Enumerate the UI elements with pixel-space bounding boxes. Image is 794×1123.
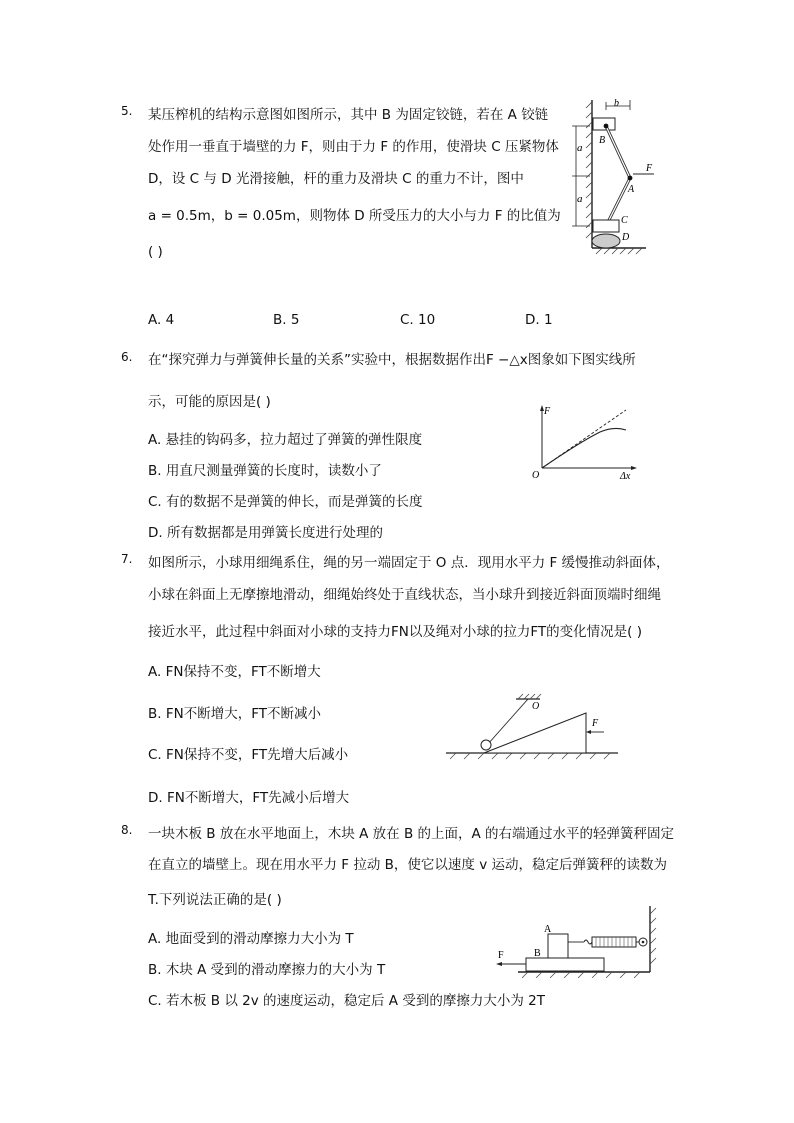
q8-line3: T.下列说法正确的是( ): [148, 892, 282, 908]
q8-fig-label-F: F: [498, 950, 504, 961]
q8-line2: 在直立的墙壁上。现在用水平力 F 拉动 B，使它以速度 v 运动，稳定后弹簧秤的读数为: [148, 857, 667, 873]
q7-option-c: C. FN保持不变，FT先增大后减小: [148, 747, 349, 763]
q8-option-c: C. 若木板 B 以 2v 的速度运动，稳定后 A 受到的摩擦力大小为 2T: [148, 993, 545, 1009]
q5-fig-label-a1: a: [577, 142, 583, 154]
q5-line1: 某压榨机的结构示意图如图所示，其中 B 为固定铰链，若在 A 铰链: [148, 107, 549, 123]
q8-option-a: A. 地面受到的滑动摩擦力大小为 T: [148, 931, 354, 947]
q5-option-b: B. 5: [273, 312, 300, 328]
q8-fig-label-A: A: [544, 924, 552, 935]
q6-fig-label-F: F: [544, 406, 551, 417]
q8-number: 8.: [121, 823, 133, 837]
q8-spring-scale-diagram: [492, 904, 660, 978]
q6-line1: 在“探究弹力与弹簧伸长量的关系”实验中，根据数据作出F −△x图象如下图实线所: [148, 352, 636, 368]
q6-number: 6.: [121, 350, 133, 364]
q6-fig-label-O: O: [532, 470, 540, 480]
q7-fig-label-O: O: [532, 701, 540, 712]
q7-line1: 如图所示，小球用细绳系住，绳的另一端固定于 O 点．现用水平力 F 缓慢推动斜面体，: [148, 555, 670, 571]
q7-option-a: A. FN保持不变，FT不断增大: [148, 664, 321, 680]
q7-option-d: D. FN不断增大，FT先减小后增大: [148, 790, 350, 806]
q6-option-c: C. 有的数据不是弹簧的伸长，而是弹簧的长度: [148, 494, 423, 510]
q7-line2: 小球在斜面上无摩擦地滑动，细绳始终处于直线状态，当小球升到接近斜面顶端时细绳: [148, 587, 661, 603]
q5-option-a: A. 4: [148, 312, 175, 328]
q5-option-d: D. 1: [525, 312, 553, 328]
q5-press-diagram: [566, 96, 666, 258]
q5-number: 5.: [121, 104, 133, 118]
q5-fig-label-b: b: [614, 98, 619, 109]
q5-fig-label-B: B: [599, 135, 606, 146]
q6-option-b: B. 用直尺测量弹簧的长度时，读数小了: [148, 463, 382, 479]
q5-line3: D，设 C 与 D 光滑接触，杆的重力及滑块 C 的重力不计，图中: [148, 171, 524, 187]
q6-option-d: D. 所有数据都是用弹簧长度进行处理的: [148, 525, 383, 541]
q6-line2: 示，可能的原因是( ): [148, 394, 271, 410]
q5-line5: ( ): [148, 244, 163, 260]
q8-option-b: B. 木块 A 受到的滑动摩擦力的大小为 T: [148, 962, 386, 978]
q7-fig-label-F: F: [592, 718, 599, 729]
q6-option-a: A. 悬挂的钩码多，拉力超过了弹簧的弹性限度: [148, 432, 423, 448]
q7-incline-diagram: [444, 693, 620, 761]
q5-fig-label-D: D: [622, 232, 630, 243]
q8-fig-label-B: B: [534, 948, 541, 959]
q8-line1: 一块木板 B 放在水平地面上，木块 A 放在 B 的上面，A 的右端通过水平的轻弹簧秤固定: [148, 826, 675, 842]
q6-f-dx-graph: [528, 402, 640, 480]
q5-fig-label-a2: a: [577, 193, 583, 205]
q6-fig-label-dx: Δx: [620, 471, 631, 480]
q7-option-b: B. FN不断增大，FT不断减小: [148, 706, 321, 722]
q7-number: 7.: [121, 552, 133, 566]
q5-option-c: C. 10: [400, 312, 436, 328]
q5-line4: a = 0.5m，b = 0.05m，则物体 D 所受压力的大小与力 F 的比值为: [148, 208, 561, 224]
q5-fig-label-C: C: [621, 215, 628, 226]
q5-line2: 处作用一垂直于墙壁的力 F，则由于力 F 的作用，使滑块 C 压紧物体: [148, 139, 559, 155]
q5-fig-label-A: A: [628, 184, 635, 195]
q7-line3: 接近水平，此过程中斜面对小球的支持力FN以及绳对小球的拉力FT的变化情况是( ): [148, 624, 642, 640]
q5-fig-label-F: F: [646, 163, 653, 174]
